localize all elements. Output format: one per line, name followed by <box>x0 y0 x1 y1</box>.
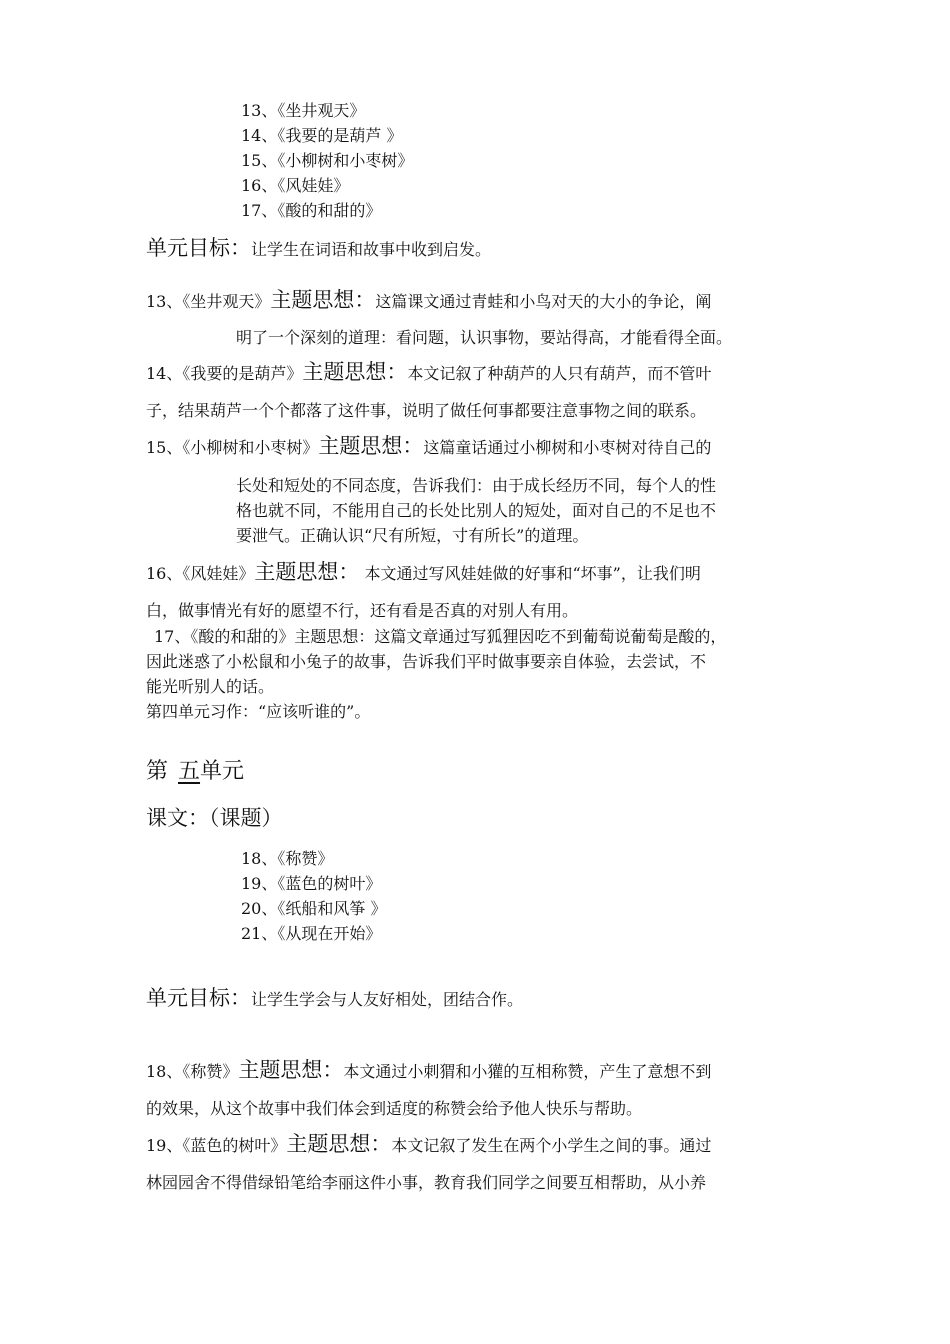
theme-13-first-line <box>146 284 711 314</box>
goal-label: 单元目标： <box>146 236 251 260</box>
goal-text: 让学生学会与人友好相处，团结合作。 <box>251 990 524 1009</box>
theme-text: 长处和短处的不同态度，告诉我们：由于成长经历不同，每个人的性 <box>236 476 717 495</box>
goal-text: 让学生在词语和故事中收到启发。 <box>251 240 492 259</box>
heading-suffix: 单元 <box>200 759 245 784</box>
theme-title: 14、《我要的是葫芦》 <box>146 364 303 383</box>
theme-text: 本文通过写风娃娃做的好事和“坏事”，让我们明 <box>359 564 701 583</box>
theme-15-first-line <box>146 430 711 460</box>
lesson-list-unit5 <box>241 846 386 946</box>
theme-text: 白，做事情光有好的愿望不行，还有看是否真的对别人有用。 <box>146 601 579 620</box>
theme-text: 格也就不同，不能用自己的长处比别人的短处，面对自己的不足也不 <box>236 501 717 520</box>
unit4-exercise: 第四单元习作：“应该听谁的”。 <box>146 702 371 721</box>
theme-text: 这篇童话通过小柳树和小枣树对待自己的 <box>423 438 712 457</box>
theme-text: 的效果，从这个故事中我们体会到适度的称赞会给予他人快乐与帮助。 <box>146 1099 643 1118</box>
theme-text: 本文通过小刺猬和小獾的互相称赞，产生了意想不到 <box>343 1062 712 1081</box>
theme-18-first-line <box>146 1054 711 1084</box>
theme-text: 本文记叙了种葫芦的人只有葫芦，而不管叶 <box>407 364 712 383</box>
lesson-item: 15、《小柳树和小枣树》 <box>241 151 414 170</box>
lesson-item: 16、《风娃娃》 <box>241 176 350 195</box>
lesson-item: 17、《酸的和甜的》 <box>241 201 382 220</box>
theme-label: 主题思想： <box>302 360 408 384</box>
lesson-item: 13、《坐井观天》 <box>241 101 366 120</box>
theme-text: 子，结果葫芦一个个都落了这件事，说明了做任何事都要注意事物之间的联系。 <box>146 401 707 420</box>
theme-text: 林园园舍不得借绿铅笔给李丽这件小事，教育我们同学之间要互相帮助，从小养 <box>146 1173 707 1192</box>
theme-title: 19、《蓝色的树叶》 <box>146 1136 287 1155</box>
heading-number: 五 <box>178 759 201 784</box>
theme-17-text: 17、《酸的和甜的》主题思想：这篇文章通过写狐狸因吃不到葡萄说葡萄是酸的， <box>154 627 727 646</box>
theme-17-text: 能光听别人的话。 <box>146 677 275 696</box>
lesson-item: 21、《从现在开始》 <box>241 924 382 943</box>
theme-label: 主题思想： <box>238 1058 344 1082</box>
unit4-goal <box>146 232 491 262</box>
theme-title: 13、《坐井观天》 <box>146 292 271 311</box>
theme-title: 15、《小柳树和小枣树》 <box>146 438 319 457</box>
lesson-item: 19、《蓝色的树叶》 <box>241 874 382 893</box>
theme-14-first-line <box>146 356 711 386</box>
theme-title: 18、《称赞》 <box>146 1062 239 1081</box>
theme-label: 主题思想： <box>286 1132 392 1156</box>
theme-title: 16、《风娃娃》 <box>146 564 255 583</box>
goal-label: 单元目标： <box>146 986 251 1010</box>
unit5-lessons-label: 课文：（课题） <box>146 806 283 830</box>
heading-prefix: 第 <box>146 759 169 784</box>
lesson-item: 18、《称赞》 <box>241 849 334 868</box>
lesson-item: 20、《纸船和风筝 》 <box>241 899 387 918</box>
lesson-list-unit4 <box>241 98 413 223</box>
theme-text: 这篇课文通过青蛙和小鸟对天的大小的争论，阐 <box>375 292 712 311</box>
theme-16-first-line <box>146 556 701 586</box>
theme-label: 主题思想： <box>254 560 360 584</box>
theme-17-text: 因此迷惑了小松鼠和小兔子的故事，告诉我们平时做事要亲自体验，去尝试，不 <box>146 652 707 671</box>
theme-label: 主题思想： <box>318 434 424 458</box>
unit5-heading <box>146 754 244 785</box>
unit5-goal <box>146 982 523 1012</box>
theme-text: 明了一个深刻的道理：看问题，认识事物，要站得高，才能看得全面。 <box>236 328 733 347</box>
theme-19-first-line <box>146 1128 711 1158</box>
theme-text: 要泄气。正确认识“尺有所短，寸有所长”的道理。 <box>236 526 589 545</box>
theme-text: 本文记叙了发生在两个小学生之间的事。通过 <box>391 1136 712 1155</box>
theme-label: 主题思想： <box>270 288 376 312</box>
lesson-item: 14、《我要的是葫芦 》 <box>241 126 403 145</box>
